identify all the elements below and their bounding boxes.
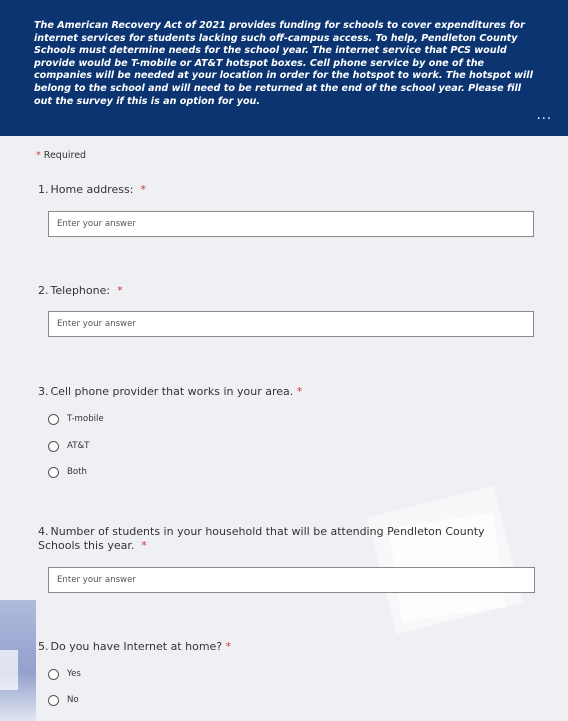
more-options-icon[interactable]: ··· — [536, 112, 552, 127]
radio-button-icon[interactable] — [48, 695, 59, 706]
radio-option-no[interactable]: No — [48, 693, 79, 707]
question-cell-provider: 3. Cell phone provider that works in your area. * — [38, 385, 303, 398]
radio-button-icon[interactable] — [48, 441, 59, 452]
form-header — [0, 0, 568, 136]
question-internet-at-home: 5. Do you have Internet at home? * — [38, 640, 232, 653]
radio-option-att[interactable]: AT&T — [48, 439, 89, 453]
radio-button-icon[interactable] — [48, 669, 59, 680]
radio-option-t-mobile[interactable]: T-mobile — [48, 412, 104, 426]
question-student-count: 4. Number of students in your household that will be attending Pendleton County Schools this year. * — [38, 525, 485, 552]
radio-button-icon[interactable] — [48, 467, 59, 478]
required-note: * Required — [36, 150, 87, 161]
radio-option-yes[interactable]: Yes — [48, 667, 81, 681]
header-description: The American Recovery Act of 2021 provides funding for schools to cover expenditures for internet services for students lacking such off-campus access. To help, Pendleton County Schools must determine needs for the school year. The internet service that PCS would provide would be T-mobile or AT&T hotspot boxes. Cell phone service by one of the companies will be needed at your location in order for the hotspot to work. The hotspot will belong to the school and will need to be returned at the end of the school year. Please fill out the survey if this is an option for you. — [34, 20, 533, 107]
radio-button-icon[interactable] — [48, 414, 59, 425]
question-telephone: 2. Telephone: * — [38, 284, 123, 297]
radio-option-both[interactable]: Both — [48, 465, 87, 479]
telephone-input[interactable] — [48, 311, 534, 337]
background-decoration — [0, 650, 18, 690]
question-home-address: 1. Home address: * — [38, 183, 146, 196]
student-count-input[interactable] — [48, 567, 535, 593]
home-address-input[interactable] — [48, 211, 534, 237]
